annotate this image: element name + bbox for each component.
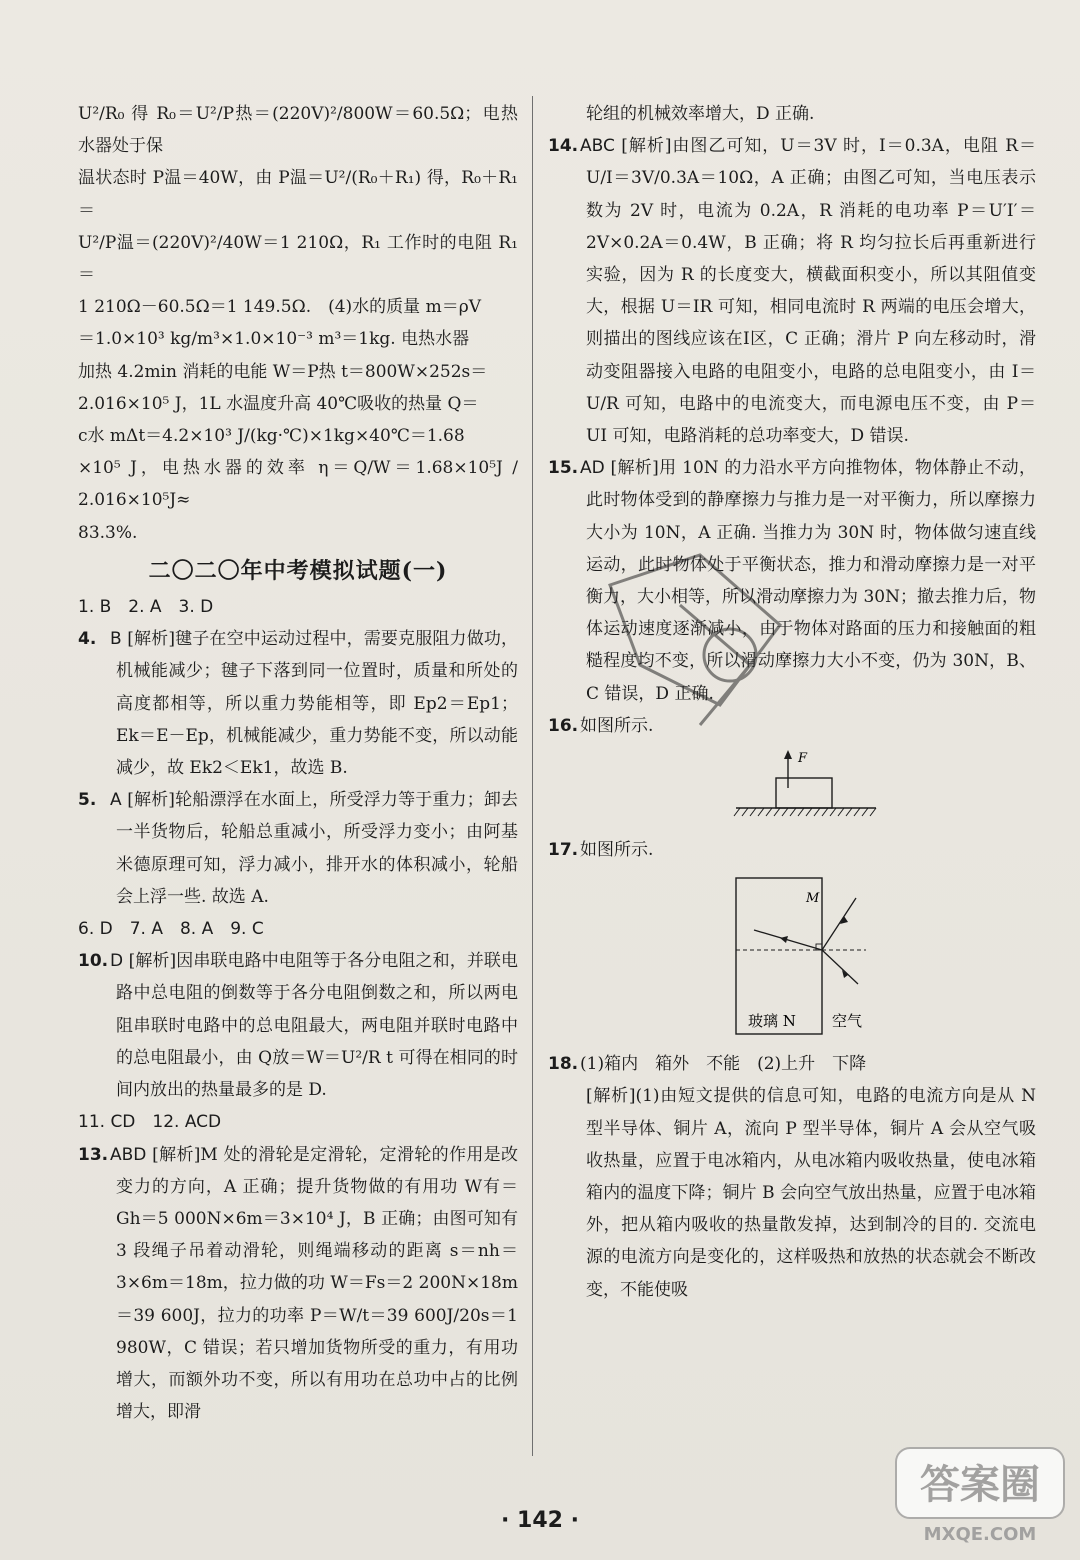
- block: [776, 778, 832, 808]
- figure-17: [548, 872, 1036, 1042]
- intro-line: U²/R₀ 得 R₀＝U²/P热＝(220V)²/800W＝60.5Ω；电热水器处于保: [78, 104, 518, 157]
- question-answer: D: [110, 951, 124, 972]
- intro-line: c水 mΔt＝4.2×10³ J/(kg·℃)×1kg×40℃＝1.68: [78, 426, 465, 447]
- question-15: [548, 452, 1036, 710]
- intro-line: ×10⁵ J，电热水器的效率 η＝Q/W＝1.68×10⁵J / 2.016×10⁵J≈: [78, 458, 518, 511]
- question-answer: AD: [580, 458, 605, 479]
- question-analysis: [解析]毽子在空中运动过程中，需要克服阻力做功，机械能减少；毽子下落到同一位置时，质量和所处的高度都相等，所以重力势能相等，即 Ep2＝Ep1；Ek＝E－Ep，机械能减少，重力势能不变，所以动能减少，故 Ek2＜Ek1，故选 B.: [116, 629, 519, 779]
- question-number: 18.: [548, 1054, 579, 1075]
- intro-line: 2.016×10⁵ J，1L 水温度升高 40℃吸收的热量 Q＝: [78, 393, 479, 414]
- question-number: 13.: [78, 1144, 109, 1165]
- question-4: [78, 623, 518, 784]
- reflected-ray: [822, 950, 858, 984]
- question-number: 10.: [78, 951, 109, 972]
- intro-line: U²/P温＝(220V)²/40W＝1 210Ω，R₁ 工作时的电阻 R₁＝: [78, 232, 518, 286]
- column-divider: [532, 96, 533, 1456]
- question-number: 16.: [548, 715, 579, 736]
- intro-line: 加热 4.2min 消耗的电能 W＝P热 t＝800W×252s＝: [78, 361, 488, 382]
- ground-hatch: [734, 808, 876, 816]
- ray-arrow: [780, 936, 788, 943]
- incident-ray: [822, 898, 856, 950]
- question-text: 如图所示.: [580, 715, 654, 736]
- question-10: [78, 945, 518, 1106]
- page-number: · 142 ·: [501, 1508, 579, 1533]
- air-label: 空气: [832, 1012, 863, 1031]
- question-analysis: [解析]M 处的滑轮是定滑轮，定滑轮的作用是改变力的方向，A 正确；提升货物做的有用功 W有＝Gh＝5 000N×6m＝3×10⁴ J，B 正确；由图可知有 3 段绳子吊着动滑轮，则绳端移动的距离 s＝nh＝3×6m＝18m，拉力做的功 W＝Fs＝2 200N×18m＝39 600J，拉力的功率 P＝W/t＝39 600J/20s＝1 980W，C 错误；若只增加货物所受的重力，有用功增大，而额外功不变，所以有用功在总功中占的比例增大，即滑: [116, 1144, 519, 1423]
- question-18: [548, 1048, 1036, 1080]
- question-analysis: [解析]由图乙可知，U＝3V 时，I＝0.3A，电阻 R＝U/I＝3V/0.3A＝10Ω，A 正确；由图乙可知，当电压表示数为 2V 时，电流为 0.2A，R 消耗的电功率 P＝U′I′＝2V×0.2A＝0.4W，B 正确；将 R 均匀拉长后再重新进行实验，因为 R 的长度变大，横截面积变小，所以其阻值变大，根据 U＝IR 可知，相同电流时 R 两端的电压会增大，则描出的图线应该在Ⅰ区，C 正确；滑片 P 向左移动时，滑动变阻器接入电路的电阻变小，电路的总电阻变小，由 I＝U/R 可知，电路中的电流变大，而电源电压不变，由 P＝UI 可知，电路消耗的总功率变大，D 错误.: [586, 136, 1037, 447]
- question-5: [78, 784, 518, 913]
- left-column: [78, 98, 518, 1428]
- watermark-logo: [890, 1440, 1070, 1552]
- force-arrow-head: [784, 750, 792, 759]
- question-answer-text: (1)箱内 箱外 不能 (2)上升 下降: [580, 1054, 867, 1075]
- question-17: [548, 834, 1036, 866]
- refraction-diagram: [548, 872, 1036, 1042]
- refracted-ray: [754, 930, 822, 950]
- answers-6-9: 6. D 7. A 8. A 9. C: [78, 919, 264, 940]
- right-column: [548, 98, 1036, 1306]
- question-18-analysis: [解析](1)由短文提供的信息可知，电路的电流方向是从 N 型半导体、铜片 A，流向 P 型半导体，铜片 A 会从空气吸收热量，应置于电冰箱内，从电冰箱内吸收热量，使电冰箱箱内的温度下降；铜片 B 会向空气放出热量，应置于电冰箱外，把从箱内吸收的热量散发掉，达到制冷的目的. 交流电源的电流方向是变化的，这样吸热和放热的状态就会不断改变，不能使吸: [586, 1086, 1036, 1300]
- question-text: 如图所示.: [580, 840, 654, 861]
- watermark-text: 答案圈: [920, 1462, 1040, 1508]
- question-answer: B: [110, 629, 122, 650]
- glass-label: 玻璃 N: [748, 1012, 796, 1031]
- question-answer: ABC: [580, 136, 615, 157]
- question-number: 4.: [78, 629, 97, 650]
- question-analysis: [解析]因串联电路中电阻等于各分电阻之和，并联电路中总电阻的倒数等于各分电阻倒数之和，所以两电阻串联时电路中的总电阻最大，两电阻并联时电路中的总电阻最小，由 Q放＝W＝U²/R t 可得在相同的时间内放出的热量最多的是 D.: [116, 951, 518, 1101]
- question-analysis: [解析]用 10N 的力沿水平方向推物体，物体静止不动，此时物体受到的静摩擦力与推力是一对平衡力，所以摩擦力大小为 10N，A 正确. 当推力为 30N 时，物体做匀速直线运动，此时物体处于平衡状态，推力和滑动摩擦力是一对平衡力，大小相等，所以滑动摩擦力为 30N；撤去推力后，物体运动速度逐渐减小，由于物体对路面的压力和接触面的粗糙程度均不变，所以滑动摩擦力大小不变，仍为 30N，B、C 错误，D 正确.: [586, 458, 1037, 704]
- question-number: 14.: [548, 136, 579, 157]
- section-title: 二〇二〇年中考模拟试题(一): [148, 557, 448, 584]
- answers-11-12: 11. CD 12. ACD: [78, 1112, 222, 1133]
- question-answer: A: [110, 790, 122, 811]
- intro-line: 1 210Ω－60.5Ω＝1 149.5Ω. (4)水的质量 m＝ρV: [78, 297, 481, 318]
- force-diagram: [548, 748, 1036, 828]
- question-analysis: [解析]轮船漂浮在水面上，所受浮力等于重力；卸去一半货物后，轮船总重减小，所受浮力变小；由阿基米德原理可知，浮力减小，排开水的体积减小，轮船会上浮一些. 故选 A.: [116, 790, 519, 907]
- question-number: 17.: [548, 840, 579, 861]
- question-number: 5.: [78, 790, 97, 811]
- intro-line: 83.3%.: [78, 522, 138, 543]
- question-number: 15.: [548, 458, 579, 479]
- m-label: M: [806, 891, 820, 907]
- figure-16: [548, 748, 1036, 828]
- question-16: [548, 710, 1036, 742]
- continued-text: 轮组的机械效率增大，D 正确.: [586, 104, 815, 124]
- watermark-url: MXQE.COM: [923, 1524, 1037, 1545]
- answers-1-3: 1. B 2. A 3. D: [78, 597, 214, 618]
- question-14: [548, 130, 1036, 452]
- force-label: F: [798, 751, 808, 767]
- intro-line: ＝1.0×10³ kg/m³×1.0×10⁻³ m³＝1kg. 电热水器: [78, 329, 470, 350]
- question-answer: ABD: [110, 1144, 147, 1165]
- intro-line: 温状态时 P温＝40W，由 P温＝U²/(R₀＋R₁) 得，R₀＋R₁＝: [78, 168, 518, 221]
- question-13: [78, 1139, 518, 1429]
